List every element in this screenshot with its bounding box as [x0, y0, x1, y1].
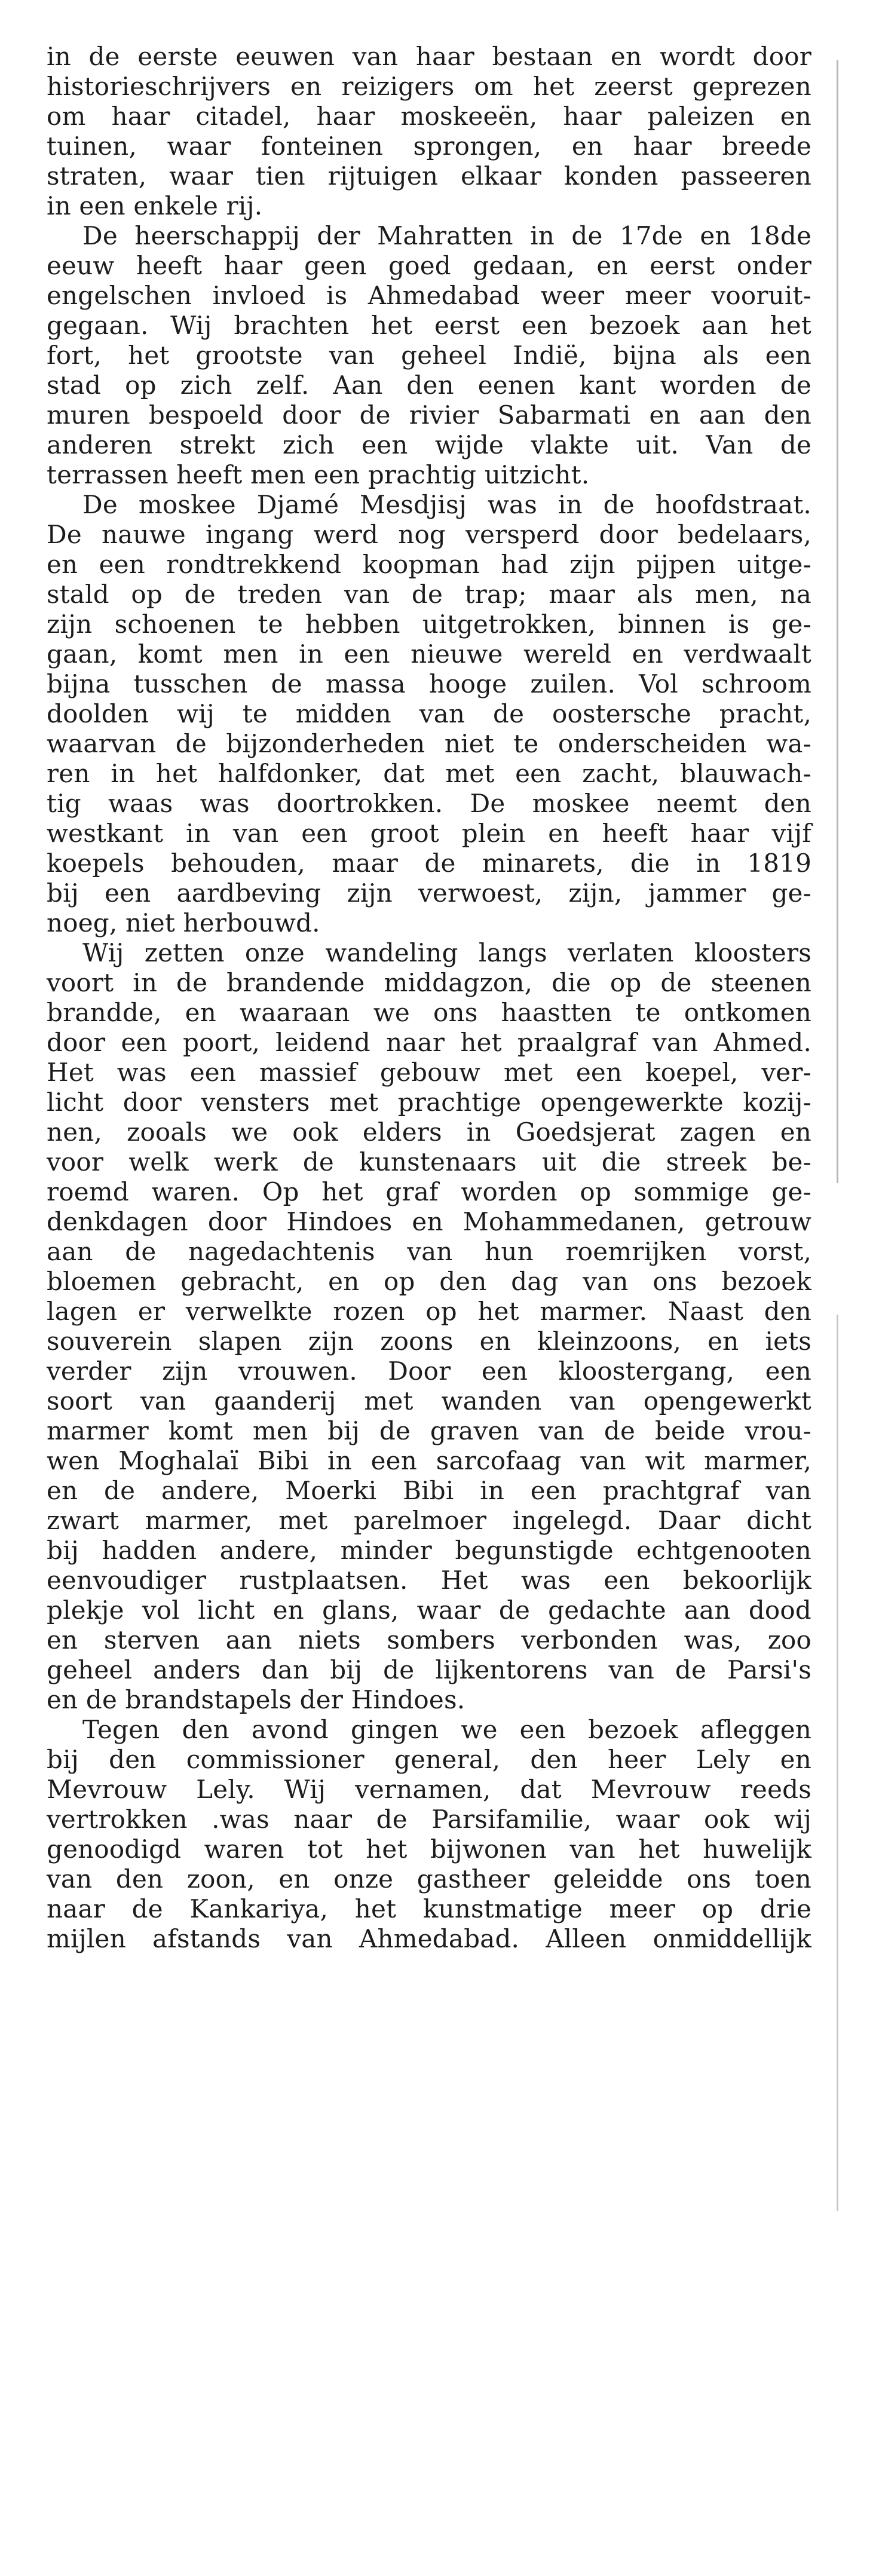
text-line: en een rondtrekkend koopman had zijn pijpen uitge- [47, 550, 811, 579]
text-line: in de eerste eeuwen van haar bestaan en wordt door [47, 42, 811, 71]
text-line: door een poort, leidend naar het praalgraf van Ahmed. [47, 1028, 811, 1057]
text-line: tuinen, waar fonteinen sprongen, en haar breede [47, 131, 811, 161]
text-line: terrassen heeft men een prachtig uitzicht. [47, 460, 590, 489]
text-line: engelschen invloed is Ahmedabad weer meer vooruit- [47, 281, 811, 310]
text-line: en sterven aan niets sombers verbonden was, zoo [47, 1625, 811, 1655]
text-line: eeuw heeft haar geen goed gedaan, en eerst onder [47, 251, 811, 280]
text-line: anderen strekt zich een wijde vlakte uit. Van de [47, 430, 811, 460]
text-line: bij een aardbeving zijn verwoest, zijn, jammer ge- [47, 878, 811, 908]
text-line: wen Moghalaï Bibi in een sarcofaag van wit marmer, [47, 1446, 811, 1475]
text-line: historieschrijvers en reizigers om het zeerst geprezen [47, 72, 811, 101]
text-line: en de brandstapels der Hindoes. [47, 1685, 465, 1714]
text-line: koepels behouden, maar de minarets, die in 1819 [47, 849, 811, 878]
text-line: mijlen afstands van Ahmedabad. Alleen onmiddellijk [47, 1924, 811, 1953]
margin-rule-lower [837, 1315, 838, 2211]
text-line: lagen er verwelkte rozen op het marmer. Naast den [47, 1297, 811, 1326]
text-line: roemd waren. Op het graf worden op sommige ge- [47, 1177, 811, 1206]
text-line: gaan, komt men in een nieuwe wereld en verdwaalt [47, 639, 811, 669]
text-line: stald op de treden van de trap; maar als men, na [47, 580, 811, 609]
text-line: De nauwe ingang werd nog versperd door bedelaars, [47, 520, 811, 549]
margin-rule [837, 60, 838, 1183]
text-line: om haar citadel, haar moskeeën, haar paleizen en [47, 102, 811, 131]
text-line: eenvoudiger rustplaatsen. Het was een bekoorlijk [47, 1566, 811, 1595]
text-line: denkdagen door Hindoes en Mohammedanen, getrouw [47, 1207, 811, 1236]
text-line: waarvan de bijzonderheden niet te onderscheiden wa- [47, 729, 811, 758]
text-line: naar de Kankariya, het kunstmatige meer op drie [47, 1894, 811, 1923]
text-line: stad op zich zelf. Aan den eenen kant worden de [47, 370, 811, 400]
text-line: verder zijn vrouwen. Door een kloostergang, een [47, 1356, 811, 1386]
text-line: De moskee Djamé Mesdjisj was in de hoofdstraat. [82, 490, 811, 519]
text-line: gegaan. Wij brachten het eerst een bezoek aan het [47, 311, 811, 340]
text-line: bij den commissioner general, den heer Lely en [47, 1745, 811, 1774]
text-line: plekje vol licht en glans, waar de gedachte aan dood [47, 1595, 811, 1625]
text-line: Mevrouw Lely. Wij vernamen, dat Mevrouw reeds [47, 1775, 811, 1804]
text-line: brandde, en waaraan we ons haastten te ontkomen [47, 998, 811, 1027]
text-line: westkant in van een groot plein en heeft haar vijf [47, 819, 811, 848]
text-line: Tegen den avond gingen we een bezoek afleggen [82, 1715, 811, 1744]
text-line: Het was een massief gebouw met een koepel, ver- [47, 1058, 811, 1087]
text-line: zijn schoenen te hebben uitgetrokken, binnen is ge- [47, 609, 811, 639]
text-line: soort van gaanderij met wanden van opengewerkt [47, 1386, 811, 1416]
text-line: bloemen gebracht, en op den dag van ons bezoek [47, 1267, 811, 1296]
text-line: voor welk werk de kunstenaars uit die streek be- [47, 1147, 811, 1177]
text-line: noeg, niet herbouwd. [47, 908, 320, 938]
text-line: zwart marmer, met parelmoer ingelegd. Daar dicht [47, 1506, 811, 1535]
text-line: genoodigd waren tot het bijwonen van het huwelijk [47, 1834, 811, 1864]
text-line: aan de nagedachtenis van hun roemrijken vorst, [47, 1237, 811, 1266]
text-line: Wij zetten onze wandeling langs verlaten kloosters [82, 938, 811, 967]
text-line: en de andere, Moerki Bibi in een prachtgraf van [47, 1476, 811, 1505]
text-line: licht door vensters met prachtige opengewerkte kozij- [47, 1088, 811, 1117]
text-line: fort, het grootste van geheel Indië, bijna als een [47, 341, 811, 370]
text-line: vertrokken .was naar de Parsifamilie, waar ook wij [47, 1805, 811, 1834]
text-line: souverein slapen zijn zoons en kleinzoons, en iets [47, 1327, 811, 1356]
text-line: doolden wij te midden van de oostersche pracht, [47, 699, 811, 728]
text-line: tig waas was doortrokken. De moskee neemt den [47, 789, 811, 818]
text-line: straten, waar tien rijtuigen elkaar konden passeeren [47, 161, 811, 191]
text-line: De heerschappij der Mahratten in de 17de en 18de [82, 221, 811, 250]
text-line: bij hadden andere, minder begunstigde echtgenooten [47, 1536, 811, 1565]
text-line: bijna tusschen de massa hooge zuilen. Vol schroom [47, 669, 811, 699]
text-line: ren in het halfdonker, dat met een zacht, blauwach- [47, 759, 811, 788]
text-line: in een enkele rij. [47, 191, 263, 220]
text-line: geheel anders dan bij de lijkentorens van de Parsi's [47, 1655, 811, 1684]
book-page [47, 42, 811, 1954]
text-line: nen, zooals we ook elders in Goedsjerat zagen en [47, 1117, 811, 1147]
text-line: marmer komt men bij de graven van de beide vrou- [47, 1416, 811, 1445]
text-line: voort in de brandende middagzon, die op de steenen [47, 968, 811, 997]
text-line: muren bespoeld door de rivier Sabarmati en aan den [47, 400, 811, 430]
text-line: van den zoon, en onze gastheer geleidde ons toen [47, 1864, 811, 1894]
